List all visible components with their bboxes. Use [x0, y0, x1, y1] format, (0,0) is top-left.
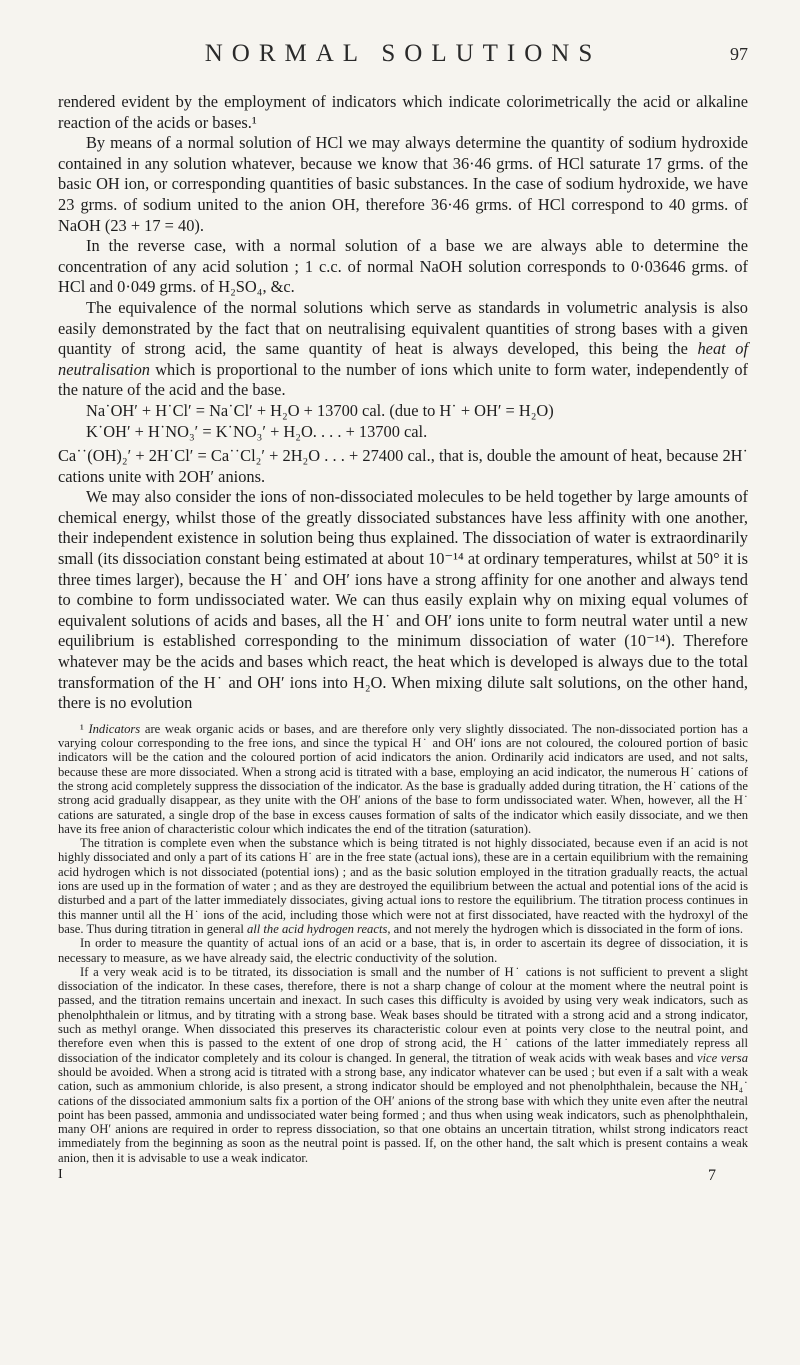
footnotes [58, 722, 748, 1165]
paragraph [58, 298, 748, 401]
footnote-marker: ¹ [80, 721, 89, 736]
text-run: If a very weak acid is to be titrated, its dissociation is small and the number of H˙ cations is not sufficient to prevent a slight dissociation of the indicator. In these cases, therefore, there is not a sharp change of colour at the moment where the neutral point is passed, and the titration remains uncertain and inexact. In such cases this difficulty is avoided by using very weak indicators, such as phenolphthalein or litmus, and by titrating with a strong base. Weak bases should be titrated with a strong acid and a strong indicator, such as methyl orange. When dissociated this preserves its characteristic colour even at points very close to the neutral point, and therefore even when this is passed to the extent of one drop of strong acid, the H˙ cations of the latter immediately repress all dissociation of the indicator completely and its colour is changed. In general, the titration of weak acids with weak bases and [58, 964, 748, 1065]
text-run: , and not merely the hydrogen which is dissociated in the form of ions. [387, 921, 744, 936]
footnote-paragraph [58, 722, 748, 836]
paragraph: rendered evident by the employment of indicators which indicate colorimetrically the acid or alkaline reaction of the acids or bases.¹ [58, 92, 748, 132]
emphasis: vice versa [696, 1050, 748, 1065]
paragraph: Ca˙˙(OH)₂′ + 2H˙Cl′ = Ca˙˙Cl₂′ + 2H₂O . . . + 27400 cal., that is, double the amount of heat, because 2H˙ cations unite with 2OH′ anions. [58, 446, 748, 486]
text-run: which is proportional to the number of ions which unite to form water, independently of the nature of the acid and the base. [58, 359, 748, 400]
emphasis: all the acid hydrogen reacts [246, 921, 388, 936]
footnote-lead: Indicators [88, 721, 141, 736]
footnote-paragraph [58, 836, 748, 936]
footnote-paragraph: In order to measure the quantity of actual ions of an acid or a base, that is, in order to ascertain its degree of dissociation, it is necessary to measure, as we have already said, the electric conductivity of the solution. [58, 936, 748, 965]
signature-mark: I [58, 1167, 63, 1183]
page-footer [58, 1167, 748, 1185]
running-title: NORMAL SOLUTIONS [204, 40, 602, 67]
main-text [58, 92, 748, 714]
text-run: are weak organic acids or bases, and are therefore only very slightly dissociated. The non-dissociated portion has a varying colour corresponding to the free ions, and since the typical H˙ and OH′ ions are not coloured, the coloured portion of basic indicators will be the cation and the coloured portion of acid indicators the anion. Ordinarily acid indicators are used, and not salts, because these are more dissociated. When a strong acid is titrated with a base, employing an acid indicator, the numerous H˙ cations of the strong acid completely suppress the dissociation of the indicator. As the base is gradually added during titration, the H˙ cations of the strong acid gradually disappear, as they unite with the OH′ anions of the base to form undissociated water. When, however, all the H˙ cations are saturated, a single drop of the base in excess causes formation of salts of the indicator which easily dissociate, and we then have its free anion of characteristic colour which indicates the end of the titration (saturation). [58, 721, 748, 836]
equation: K˙OH′ + H˙NO₃′ = K˙NO₃′ + H₂O. . . . + 13700 cal. [86, 421, 428, 441]
folio-number: 7 [708, 1167, 716, 1185]
book-page [58, 40, 748, 1185]
emphasis: heat of neutralisation [58, 339, 748, 379]
page-number: 97 [730, 44, 748, 64]
paragraph: We may also consider the ions of non-dissociated molecules to be held together by large amounts of chemical energy, whilst those of the greatly dissociated substances have less affinity with one another, their independent existence in solution being thus explained. The dissociation of water is extraordinarily small (its dissociation constant being estimated at about 10⁻¹⁴ at ordinary temperatures, whilst at 50° it is three times larger), because the H˙ and OH′ ions have a strong affinity for one another and always tend to combine to form undissociated water. We can thus easily explain why on mixing equal volumes of equivalent solutions of acids and bases, all the H˙ and OH′ ions unite to form neutral water until a new equilibrium is established corresponding to the minimum dissociation of water (10⁻¹⁴). Therefore whatever may be the acids and bases which react, the heat which is developed is always due to the total transformation of the H˙ and OH′ ions into H₂O. When mixing dilute salt solutions, on the other hand, there is no evolution [58, 487, 748, 713]
paragraph: In the reverse case, with a normal solution of a base we are always able to determine the concentration of any acid solution ; 1 c.c. of normal NaOH solution corresponds to 0·03646 grms. of HCl and 0·049 grms. of H₂SO₄, &c. [58, 236, 748, 297]
text-run: The equivalence of the normal solutions which serve as standards in volumetric analysis is also easily demonstrated by the fact that on neutralising equivalent quantities of strong bases with a given quantity of strong acid, the same quantity of heat is always developed, this being the [58, 297, 748, 359]
paragraph: By means of a normal solution of HCl we may always determine the quantity of sodium hydroxide contained in any solution whatever, because we know that 36·46 grms. of HCl saturate 17 grms. of the basic OH ion, or corresponding quantities of basic substances. In the case of sodium hydroxide, we have 23 grms. of sodium united to the anion OH, therefore 36·46 grms. of HCl correspond to 40 grms. of NaOH (23 + 17 = 40). [58, 133, 748, 235]
text-run: should be avoided. When a strong acid is titrated with a strong base, any indicator whatever can be used ; but even if a salt with a weak cation, such as ammonium chloride, is also present, a strong indicator should be employed and not phenolphthalein, because the NH₄˙ cations of the dissociated ammonium salts fix a portion of the OH′ anions of the strong base with which they unite even after the neutral point has been passed, ammonia and undissociated water being formed ; and thus when using weak indicators, such as phenolphthalein, many OH′ anions are required in order to repress dissociation, so that one obtains an uncertain titration, whilst strong indicators react immediately from the beginning as soon as the neutral point is passed. If, on the other hand, the salt which is present contains a weak anion, then it is advisable to use a weak indicator. [58, 1064, 748, 1165]
footnote-paragraph [58, 965, 748, 1165]
equation: Na˙OH′ + H˙Cl′ = Na˙Cl′ + H₂O + 13700 cal. (due to H˙ + OH′ = H₂O) [86, 400, 554, 420]
running-header [58, 40, 748, 72]
text-run: The titration is complete even when the substance which is being titrated is not highly dissociated, because even if an acid is not highly dissociated and only a part of its cations H˙ are in the free state (actual ions), these are in a certain equilibrium with the remaining acid hydrogen which is not dissociated (potential ions) ; and as the basic solution employed in the titration gradually reacts, the actual ions are used up in the formation of water ; and as they are destroyed the equilibrium between the actual and potential ions of the acid is disturbed and a part of the latter immediately dissociates, giving actual ions to restore the equilibrium. The titration process continues in this manner until all the H˙ ions of the acid, including those which were not at first dissociated, have reacted with the hydroxyl of the base. Thus during titration in general [58, 836, 748, 936]
